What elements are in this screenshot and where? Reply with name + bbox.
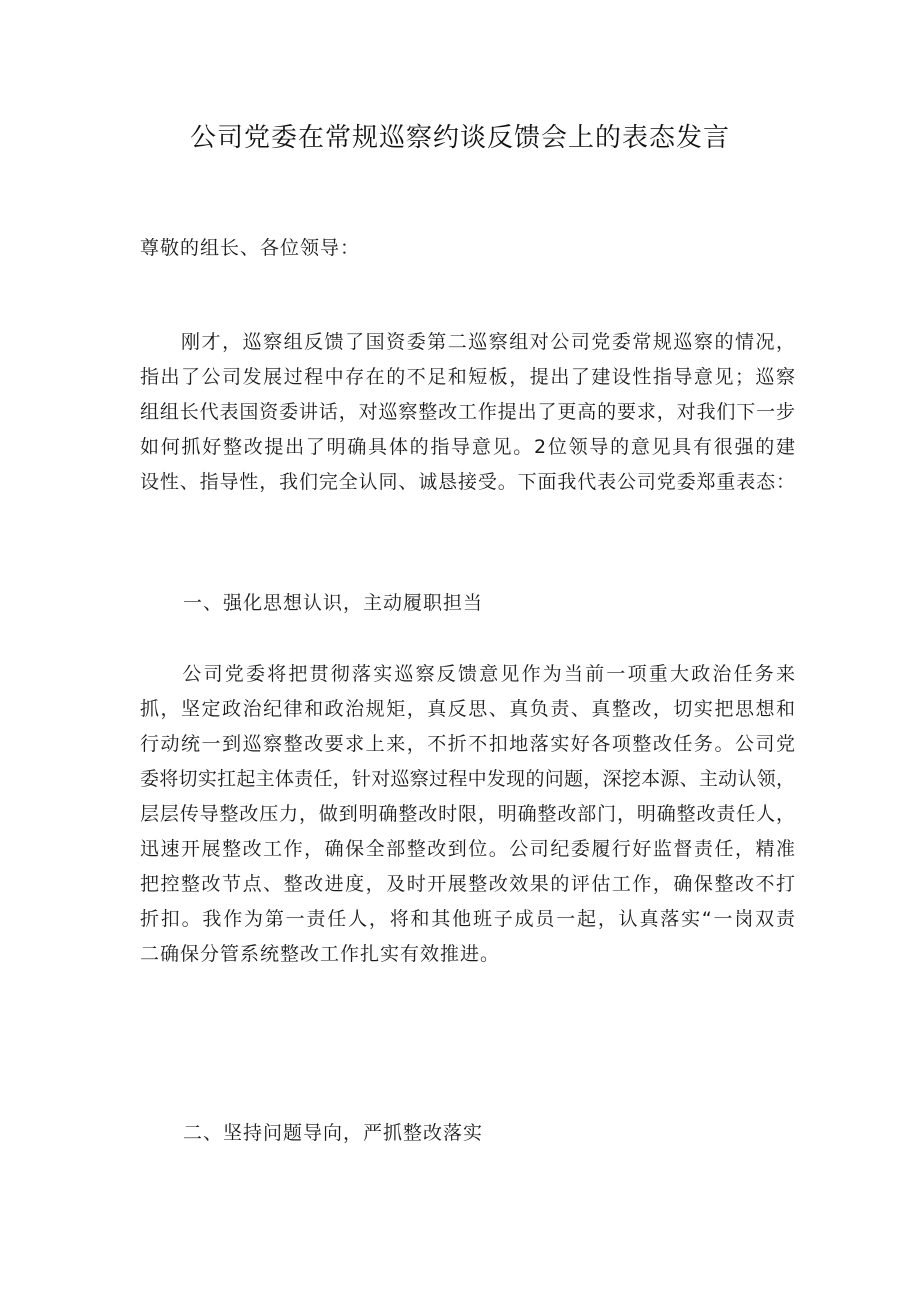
salutation: 尊敬的组长、各位领导： [140,237,361,259]
paragraph-line: 折扣。我作为第一责任人，将和其他班子成员一起，认真落实“一岗双责 [140,908,795,930]
paragraph-line: 委将切实扛起主体责任，针对巡察过程中发现的问题，深挖本源、主动认领， [140,768,795,790]
section-heading-2: 二、坚持问题导向，严抓整改落实 [183,1122,484,1144]
paragraph-line: 抓，坚定政治纪律和政治规矩，真反思、真负责、真整改，切实把思想和 [140,698,795,720]
paragraph-line: 组组长代表国资委讲话，对巡察整改工作提出了更高的要求，对我们下一步 [140,401,795,423]
paragraph-line: 迅速开展整改工作，确保全部整改到位。公司纪委履行好监督责任，精准 [140,838,795,860]
document-title: 公司党委在常规巡察约谈反馈会上的表态发言 [189,123,730,153]
section-heading-1: 一、强化思想认识，主动履职担当 [183,592,484,614]
paragraph-line: 把控整改节点、整改进度，及时开展整改效果的评估工作，确保整改不打 [140,873,795,895]
paragraph-section-1 [140,657,795,972]
paragraph-line: 刚才，巡察组反馈了国资委第二巡察组对公司党委常规巡察的情况， [140,331,795,353]
paragraph-line: 层层传导整改压力，做到明确整改时限，明确整改部门，明确整改责任人， [140,803,795,825]
paragraph-line: 公司党委将把贯彻落实巡察反馈意见作为当前一项重大政治任务来 [140,663,795,685]
paragraph-line: 如何抓好整改提出了明确具体的指导意见。2位领导的意见具有很强的建 [140,436,795,458]
paragraph-line: 设性、指导性，我们完全认同、诚恳接受。下面我代表公司党委郑重表态： [140,471,795,493]
paragraph-line: 指出了公司发展过程中存在的不足和短板，提出了建设性指导意见；巡察 [140,366,795,388]
paragraph-intro [140,325,795,500]
paragraph-line: 二确保分管系统整改工作扎实有效推进。 [140,943,501,965]
paragraph-line: 行动统一到巡察整改要求上来，不折不扣地落实好各项整改任务。公司党 [140,733,795,755]
